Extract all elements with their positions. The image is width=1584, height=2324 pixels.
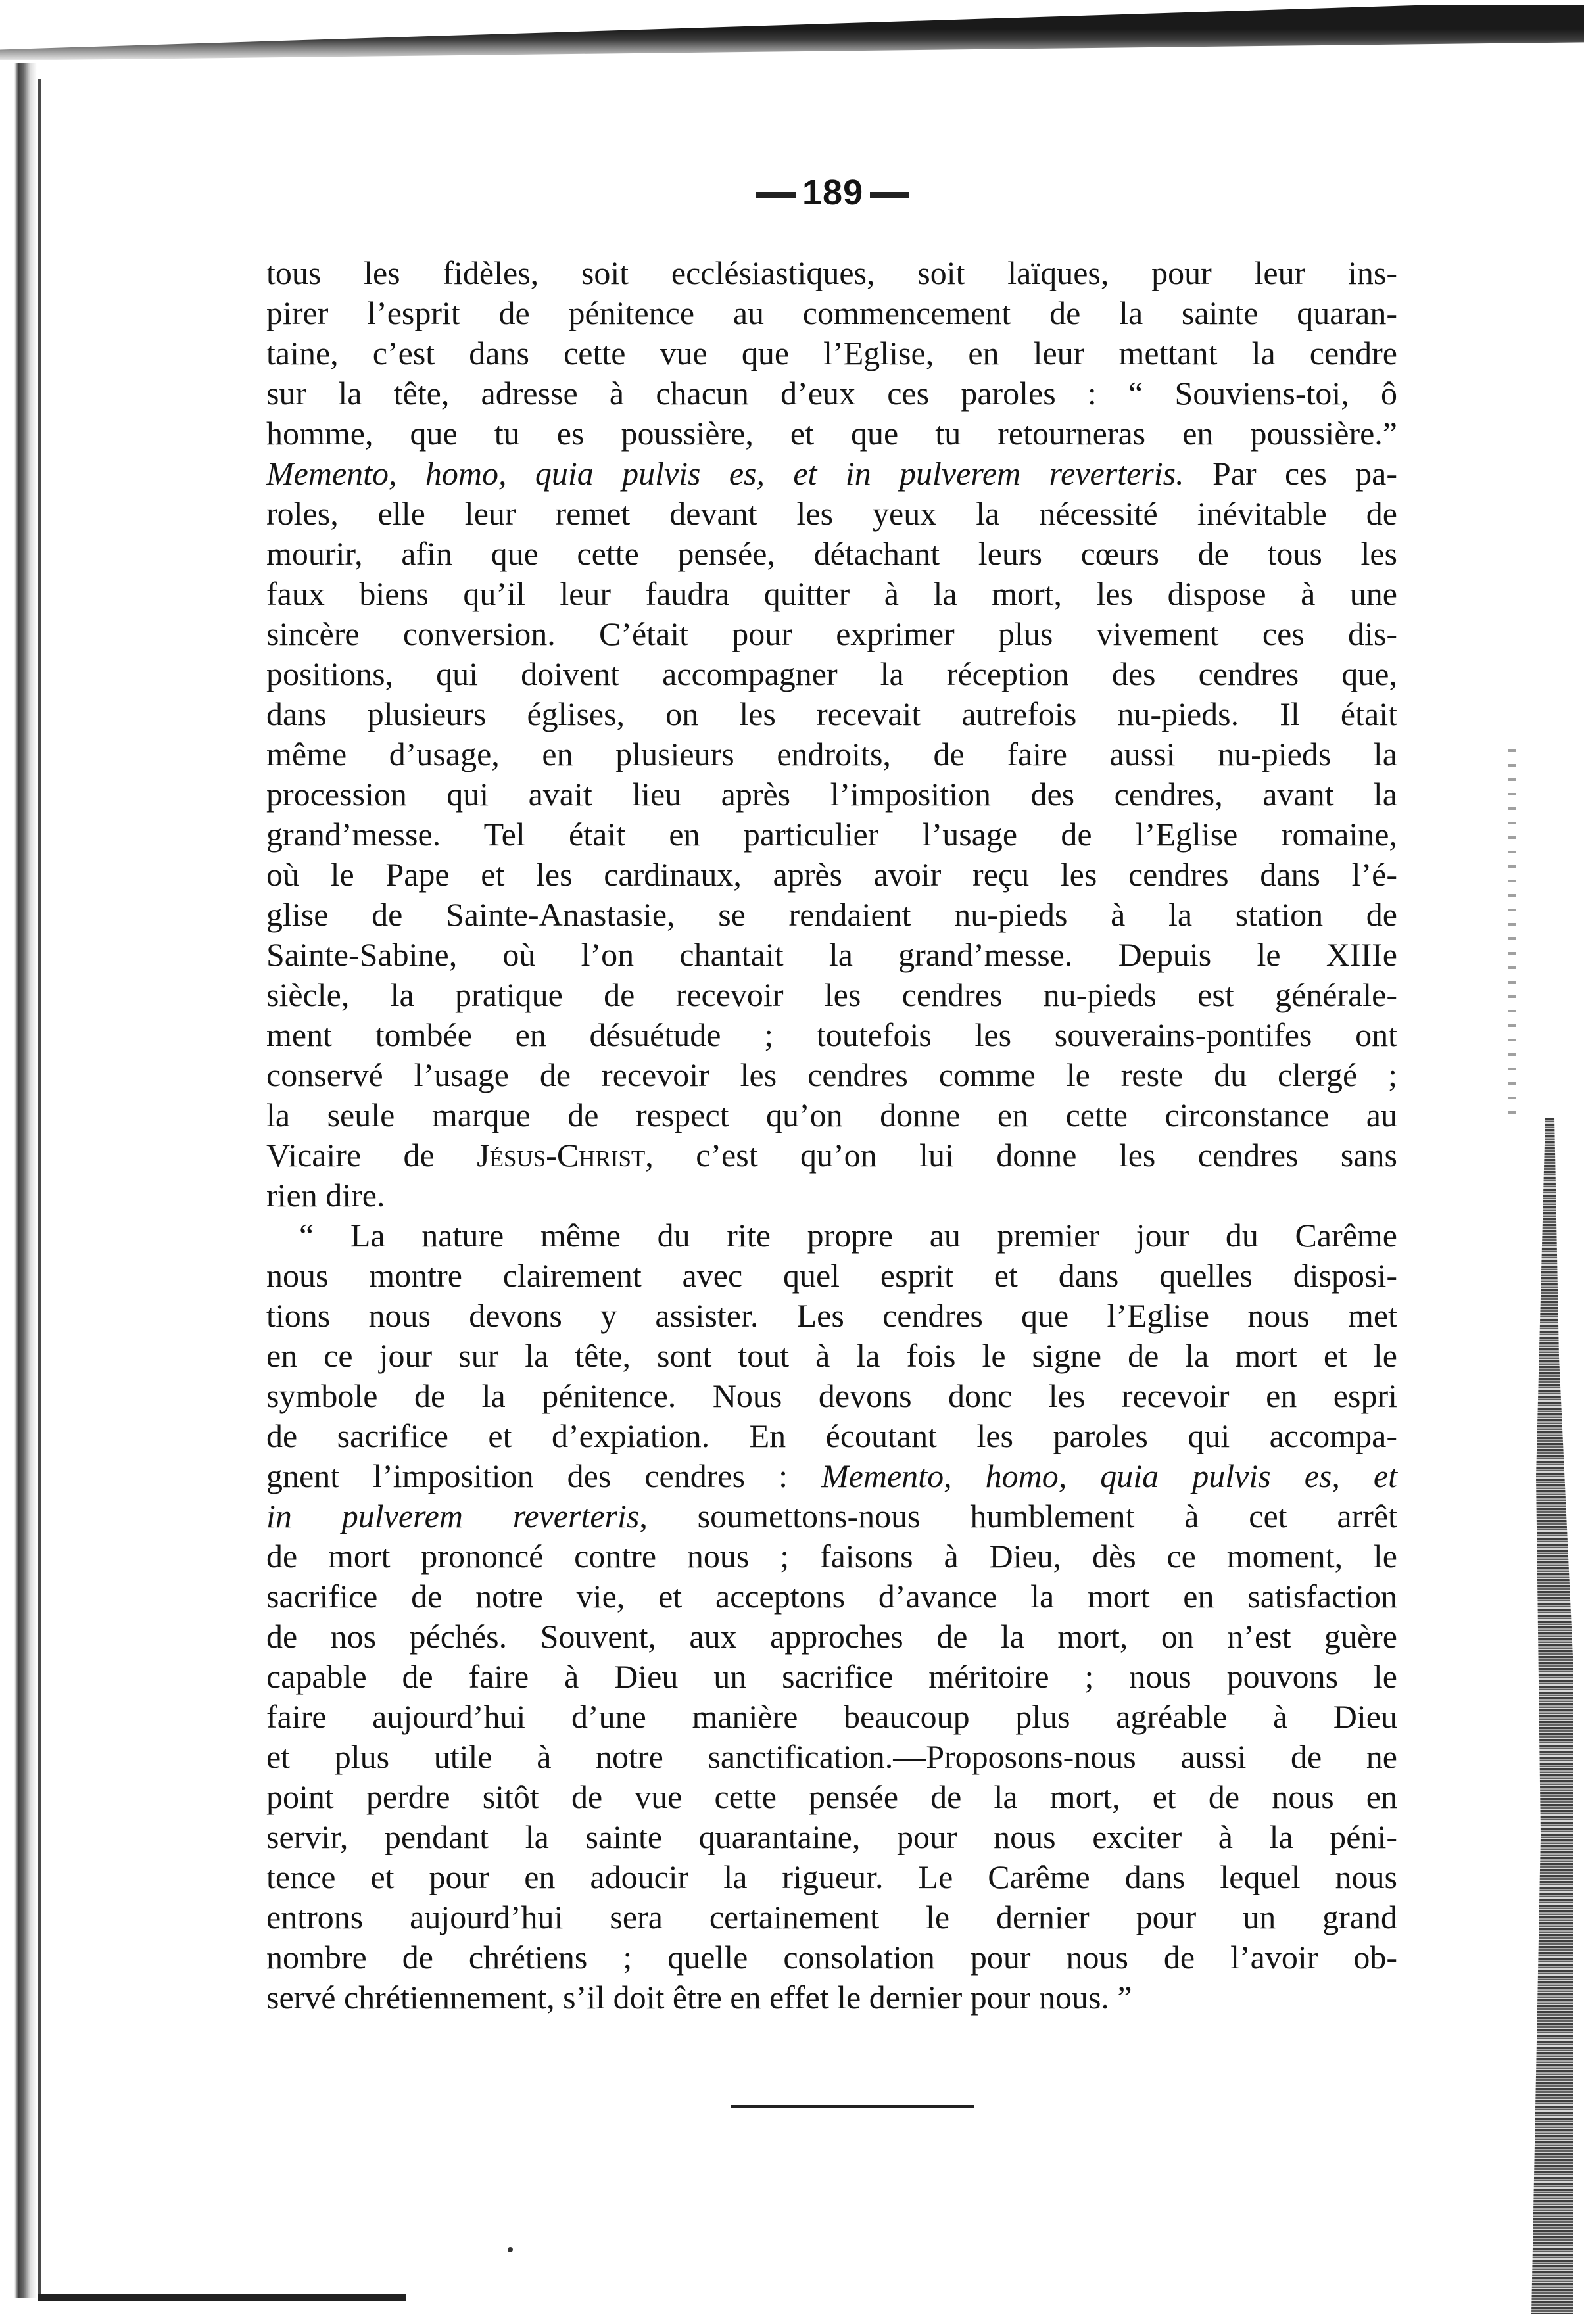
text-line: tence et pour en adoucir la rigueur. Le Carême dans lequel nous [266,1859,1397,1895]
text-line: mourir, afin que cette pensée, détachant leurs cœurs de tous les [266,535,1397,572]
page-number-dash-left [756,192,796,198]
scan-left-shadow [14,63,37,2298]
italic-segment: Memento, homo, quia pulvis es, et [821,1458,1397,1494]
text-line: positions, qui doivent accompagner la réception des cendres que, [266,655,1397,692]
text-line: nous montre clairement avec quel esprit et dans quelles disposi- [266,1257,1397,1294]
text-line: ment tombée en désuétude ; toutefois les souverains-pontifes ont [266,1016,1397,1053]
scan-bottom-border [38,2294,406,2301]
text-line: sur la tête, adresse à chacun d’eux ces paroles : “ Souviens-toi, ô [266,375,1397,412]
text-line [266,1456,1397,1496]
text-line: taine, c’est dans cette vue que l’Eglise, en leur mettant la cendre [266,335,1397,371]
italic-segment: Memento, homo, quia pulvis es, et in pulverem reverteris. [266,455,1184,492]
text-line: faux biens qu’il leur faudra quitter à la mort, les dispose à une [266,575,1397,612]
text-line: conservé l’usage de recevoir les cendres comme le reste du clergé ; [266,1056,1397,1093]
text-line: siècle, la pratique de recevoir les cendres nu-pieds est générale- [266,976,1397,1013]
section-end-rule [731,2105,974,2108]
text-line [266,1496,1397,1536]
page-number-dash-right [870,192,909,198]
scan-right-specks [1508,749,1516,1118]
text-line [266,1135,1397,1175]
text-line: roles, elle leur remet devant les yeux la nécessité inévitable de [266,495,1397,532]
text-line: de sacrifice et d’expiation. En écoutant les paroles qui accompa- [266,1417,1397,1454]
text-line: la seule marque de respect qu’on donne en cette circonstance au [266,1097,1397,1133]
text-line: glise de Sainte-Anastasie, se rendaient nu-pieds à la station de [266,896,1397,933]
text-line: procession qui avait lieu après l’imposition des cendres, avant la [266,776,1397,813]
text-line: capable de faire à Dieu un sacrifice méritoire ; nous pouvons le [266,1658,1397,1695]
text-line: “ La nature même du rite propre au premier jour du Carême [299,1217,1397,1254]
text-line: rien dire. [266,1177,385,1214]
small-caps-segment: Jésus-Christ [477,1137,646,1174]
text-segment: Vicaire de [266,1137,477,1174]
text-line [266,454,1397,494]
text-line: tions nous devons y assister. Les cendres que l’Eglise nous met [266,1297,1397,1334]
scan-left-rule [38,79,41,2301]
text-line: nombre de chrétiens ; quelle consolation pour nous de l’avoir ob- [266,1939,1397,1976]
text-line: point perdre sitôt de vue cette pensée de la mort, et de nous en [266,1778,1397,1815]
scan-top-border [0,0,1584,60]
text-line: même d’usage, en plusieurs endroits, de faire aussi nu-pieds la [266,736,1397,772]
text-line: homme, que tu es poussière, et que tu retourneras en poussière.” [266,415,1397,452]
body-text [266,253,1397,2018]
text-line: grand’messe. Tel était en particulier l’usage de l’Eglise romaine, [266,816,1397,853]
text-line: tous les fidèles, soit ecclésiastiques, soit laïques, pour leur ins- [266,254,1397,291]
text-line: symbole de la pénitence. Nous devons donc les recevoir en espri [266,1377,1397,1414]
text-line: Sainte-Sabine, où l’on chantait la grand’messe. Depuis le XIIIe [266,936,1397,973]
text-segment: Par ces pa- [1184,455,1397,492]
italic-segment: in pulverem reverteris [266,1498,640,1534]
page-number [750,172,960,213]
text-segment: gnent l’imposition des cendres : [266,1458,822,1494]
text-line: faire aujourd’hui d’une manière beaucoup plus agréable à Dieu [266,1698,1397,1735]
scan-right-noise [1527,1118,1573,2314]
text-line: servé chrétiennement, s’il doit être en effet le dernier pour nous. ” [266,1979,1132,2016]
text-line: entrons aujourd’hui sera certainement le dernier pour un grand [266,1899,1397,1935]
text-line: en ce jour sur la tête, sont tout à la fois le signe de la mort et le [266,1337,1397,1374]
page-number-value: 189 [802,173,864,212]
text-line: de mort prononcé contre nous ; faisons à Dieu, dès ce moment, le [266,1538,1397,1575]
text-segment: , c’est qu’on lui donne les cendres sans [645,1137,1397,1174]
text-line: et plus utile à notre sanctification.—Proposons-nous aussi de ne [266,1738,1397,1775]
text-line: sincère conversion. C’était pour exprimer plus vivement ces dis- [266,615,1397,652]
text-line: servir, pendant la sainte quarantaine, pour nous exciter à la péni- [266,1818,1397,1855]
text-line: de nos péchés. Souvent, aux approches de la mort, on n’est guère [266,1618,1397,1655]
text-line: dans plusieurs églises, on les recevait autrefois nu-pieds. Il était [266,696,1397,732]
text-line: où le Pape et les cardinaux, après avoir reçu les cendres dans l’é- [266,856,1397,893]
scan-speck [508,2247,513,2252]
text-line: sacrifice de notre vie, et acceptons d’avance la mort en satisfaction [266,1578,1397,1615]
text-segment: , soumettons-nous humblement à cet arrêt [639,1498,1398,1534]
text-line: pirer l’esprit de pénitence au commencement de la sainte quaran- [266,295,1397,331]
